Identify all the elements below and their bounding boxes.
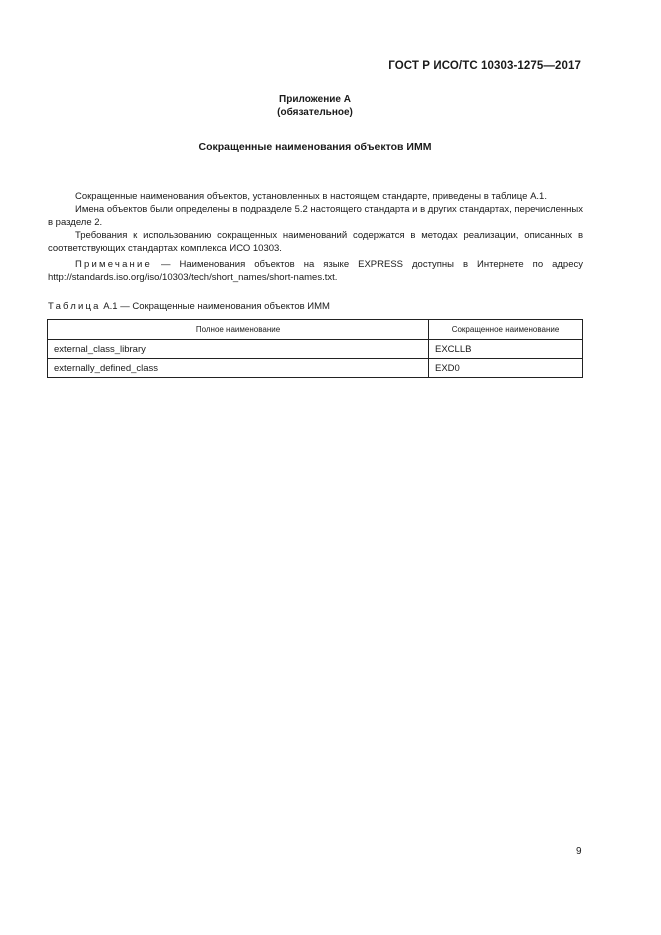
annex-heading xyxy=(0,93,630,119)
column-header-short-name: Сокращенное наименование xyxy=(429,320,583,340)
table-cell-short-name: EXD0 xyxy=(429,359,583,378)
note-label: Примечание xyxy=(75,259,152,270)
table-header-row xyxy=(48,320,583,340)
table-cell-full-name: externally_defined_class xyxy=(48,359,429,378)
table-caption-text: А.1 — Сокращенные наименования объектов ИММ xyxy=(100,301,330,312)
table-row xyxy=(48,359,583,378)
table-cell-short-name: EXCLLB xyxy=(429,340,583,359)
paragraph-1-line-1: Сокращенные наименования объектов, установленных в настоящем стандарте, приведены в таблице А.1. xyxy=(75,191,547,202)
paragraph-2 xyxy=(48,229,583,255)
paragraph-1 xyxy=(48,190,583,229)
table-caption xyxy=(48,301,330,312)
paragraph-1-line-2: Имена объектов были определены в подразделе 5.2 настоящего стандарта и в других стандартах, перечисленных в разделе 2. xyxy=(48,204,583,228)
note-text: — Наименования объектов на языке EXPRESS доступны в Интернете по адресу http://standards.iso.org/iso/10303/tech/short_names/short-names.txt. xyxy=(48,259,583,283)
table-caption-label: Таблица xyxy=(48,301,101,312)
note-block xyxy=(48,258,583,284)
table-cell-full-name: external_class_library xyxy=(48,340,429,359)
page-number: 9 xyxy=(576,846,582,857)
section-title: Сокращенные наименования объектов ИММ xyxy=(198,141,432,153)
column-header-full-name: Полное наименование xyxy=(48,320,429,340)
paragraph-2-text: Требования к использованию сокращенных наименований содержатся в методах реализации, описанных в соответствующих стандартах комплекса ИСО 10303. xyxy=(48,230,583,254)
annex-title: Приложение А xyxy=(279,94,351,105)
short-names-table xyxy=(47,319,583,378)
table-row xyxy=(48,340,583,359)
annex-status: (обязательное) xyxy=(277,107,353,118)
document-code: ГОСТ Р ИСО/ТС 10303-1275—2017 xyxy=(388,60,581,72)
